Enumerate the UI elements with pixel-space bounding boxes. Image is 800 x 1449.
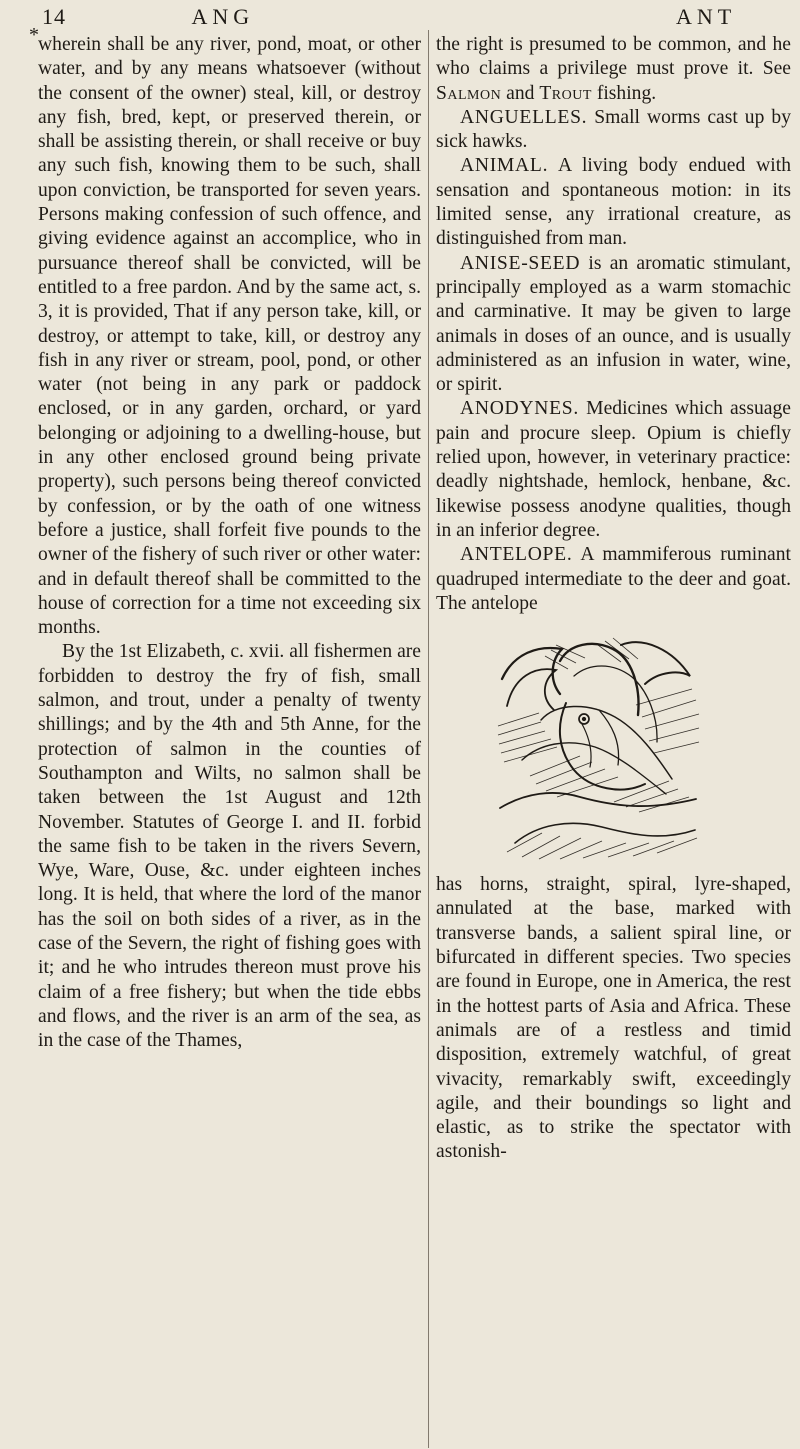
entry-animal: [436, 154, 791, 251]
entry-text-anguelles: Small worms cast up by sick hawks.: [436, 106, 791, 153]
left-paragraph-2: By the 1st Elizabeth, c. xvii. all fishermen are forbidden to destroy the fry of fish, small salmon, and trout, under a penalty of twenty shillings; and by the 4th and 5th Anne, for the protection of salmon in the counties of Southampton and Wilts, no salmon shall be taken between the 1st August and 12th November. Statutes of George I. and II. forbid the same fish to be taken in the rivers Severn, Wye, Ware, Ouse, &c. under eighteen inches long. It is held, that where the lord of the manor has the soil on both sides of a river, as in the case of the Severn, the right of fishing goes with it; and he who intrudes thereon must prove his claim of a free fishery; but when the tide ebbs and flows, and the river is an arm of the sea, as in the case of the Thames,: [38, 641, 421, 1052]
entry-text-animal: A living body endued with sensation and spontaneous motion: in its limited sense, any irrational creature, as distinguished from man.: [436, 155, 791, 250]
antelope-illustration: [494, 631, 704, 861]
entry-antelope: [436, 543, 791, 616]
entry-title-anodynes: ANODYNES.: [460, 398, 579, 420]
entry-anodynes: [436, 397, 791, 543]
entry-title-animal: ANIMAL.: [460, 155, 549, 177]
entry-text-anodynes: Medicines which assuage pain and procure sleep. Opium is chiefly relied upon, however, in veterinary practice: deadly nightshade, hemlock, henbane, &c. likewise possess anodyne qualities, though in an inferior degree.: [436, 398, 791, 541]
page-header-left: [42, 4, 422, 30]
entry-text-anise-seed: is an aromatic stimulant, principally employed as a warm stomachic and carminative. It may be given to large animals in doses of an ounce, and is usually administered as an infusion in water, wine, or spirit.: [436, 252, 791, 396]
entry-title-antelope: ANTELOPE.: [460, 544, 573, 566]
reference-end: fishing.: [591, 82, 657, 104]
column-divider: [428, 30, 429, 1448]
entry-anise-seed: [436, 252, 791, 398]
running-head-right: ANT: [676, 4, 737, 29]
page-number: 14: [42, 4, 66, 29]
entry-anguelles: [436, 106, 791, 155]
conjunction: and: [501, 82, 540, 104]
right-paragraph-continued: [436, 33, 791, 106]
margin-mark: *: [29, 24, 39, 46]
antelope-description-continued: has horns, straight, spiral, lyre-shaped, annulated at the base, marked with transverse bands, a salient spiral line, or bifurcated in different species. Two species are found in Europe, one in America, the rest in the hottest parts of Asia and Africa. These animals are of a restless and timid disposition, extremely watchful, of great vivacity, remarkably swift, exceedingly agile, and their boundings so light and elastic, as to strike the spectator with astonish-: [436, 874, 791, 1163]
trout-reference: Trout: [539, 82, 592, 104]
left-paragraph-1: wherein shall be any river, pond, moat, or other water, and by any means whatsoever (without the consent of the owner) steal, kill, or destroy any fish, bred, kept, or preserved therein, or shall be assisting therein, or shall receive or buy any such fish, knowing them to be such, shall upon conviction, be transported for seven years. Persons making confession of such offence, and giving evidence against an accomplice, who in pursuance thereof shall be convicted, will be entitled to a free pardon. And by the same act, s. 3, it is provided, That if any person take, kill, or destroy, or attempt to take, kill, or destroy any fish in any river or stream, pool, pond, or other water (not being in any park or paddock enclosed, or in any garden, orchard, or yard belonging or adjoining to a dwelling-house, but in any other enclosed ground being private property), such persons being thereof convicted by confession, or by the oath of one witness before a justice, shall forfeit five pounds to the owner of the fishery of such river or other water: and in default thereof shall be committed to the house of correction for a time not exceeding six months.: [38, 34, 421, 639]
entry-text-antelope: A mammiferous ruminant quadruped intermediate to the deer and goat. The antelope: [436, 544, 791, 614]
entry-title-anguelles: ANGUELLES.: [460, 106, 588, 128]
salmon-reference: Salmon: [436, 82, 502, 104]
entry-title-anise-seed: ANISE-SEED: [460, 252, 581, 274]
continued-text: the right is presumed to be common, and he who claims a privilege must prove it. See: [436, 34, 791, 80]
running-head-left: ANG: [191, 4, 255, 29]
right-column: [436, 33, 791, 1165]
left-column: [38, 33, 421, 1053]
